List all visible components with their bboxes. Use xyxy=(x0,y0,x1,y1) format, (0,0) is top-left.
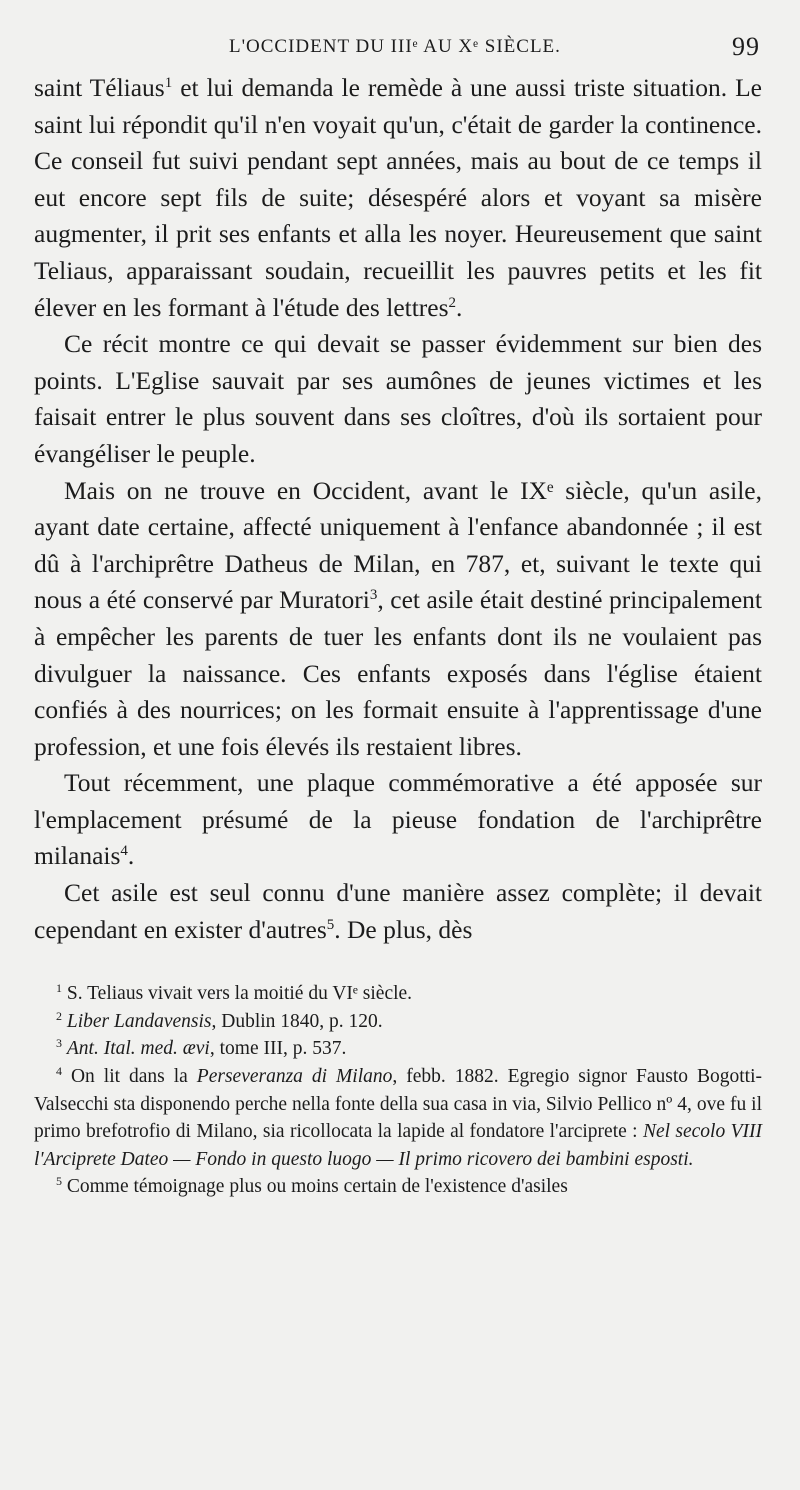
footnote-text: S. Teliaus vivait vers la moitié du VIᵉ siècle. xyxy=(62,983,413,1005)
footnote-4 xyxy=(34,1063,762,1173)
text-run: Cet asile est seul connu d'une manière assez complète; il devait cependant en exister d'autres xyxy=(34,878,762,944)
footnote-3 xyxy=(34,1035,762,1063)
footnote-number: 1 xyxy=(56,981,62,996)
footnote-ref-3[interactable]: 3 xyxy=(369,587,378,604)
text-run: , cet asile était destiné principalement à empêcher les parents de tuer les enfants dont ils ne voulaient pas divulguer la naissance. Ces enfants exposés dans l'église étaient confiés à des nourrices; on les formait ensuite à l'apprentissage d'une profession, et une fois élevés ils restaient libres. xyxy=(34,585,762,761)
text-run: et lui demanda le remède à une aussi triste situation. Le saint lui répondit qu'il n'en voyait qu'un, c'était de garder la continence. Ce conseil fut suivi pendant sept années, mais au bout de ce temps il eut encore sept fils de suite; désespéré alors et voyant sa misère augmenter, il prit ses enfants et alla les noyer. Heureusement que saint Teliaus, apparaissant soudain, recueillit les pauvres petits et les fit élever en les formant à l'étude des lettres xyxy=(34,73,762,322)
footnote-number: 4 xyxy=(56,1064,62,1079)
text-run: . De plus, dès xyxy=(334,914,473,944)
footnote-ref-2[interactable]: 2 xyxy=(448,294,457,311)
paragraph-5 xyxy=(34,875,762,948)
footnote-ref-5[interactable]: 5 xyxy=(326,916,335,933)
text-run: Mais on ne trouve en Occident, avant le IXᵉ siècle, qu'un asile, ayant date certaine, affecté uniquement à l'enfance abandonnée ; il est dû à l'archiprêtre Datheus de Milan, en 787, et, suivant le texte qui nous a été conservé par Muratori xyxy=(34,475,762,615)
text-run: saint Téliaus xyxy=(34,73,165,102)
footnote-italic: Ant. Ital. med. ævi xyxy=(66,1038,210,1060)
footnote-1 xyxy=(34,980,762,1008)
running-header xyxy=(34,30,762,70)
footnote-5 xyxy=(34,1173,762,1201)
paragraph-1 xyxy=(34,70,762,326)
footnote-number: 3 xyxy=(56,1036,62,1051)
paragraph-4 xyxy=(34,765,762,875)
main-text xyxy=(34,70,762,948)
footnote-ref-1[interactable]: 1 xyxy=(164,75,173,91)
footnotes xyxy=(34,980,762,1201)
text-run: . xyxy=(456,292,463,322)
footnote-text: , febb. 1882. Egregio signor Fausto Bogotti-Valsecchi sta disponendo perche nella fonte della sua casa in via, Silvio Pellico nº 4, ove fu il primo brefotrofio di Milano, sia ricollocata la lapide al fondatore l'arciprete : xyxy=(34,1066,763,1143)
footnote-text: , Dublin 1840, p. 120. xyxy=(211,1010,383,1032)
footnote-italic: Perseveranza di Milano xyxy=(196,1066,393,1088)
text-run: Tout récemment, une plaque commémorative a été apposée sur l'emplacement présumé de la pieuse fondation de l'archiprêtre milanais xyxy=(34,768,762,871)
footnote-italic: Nel secolo VIII l'Arciprete Dateo — Fondo in questo luogo — Il primo ricovero dei bambini esposti. xyxy=(34,1121,762,1170)
footnote-text: Comme témoignage plus ou moins certain de l'existence d'asiles xyxy=(62,1176,568,1198)
footnote-text: , tome III, p. 537. xyxy=(209,1038,347,1060)
footnote-ref-4[interactable]: 4 xyxy=(120,843,128,860)
text-run: . xyxy=(127,841,135,871)
footnote-text: On lit dans la xyxy=(62,1066,197,1088)
running-title: L'OCCIDENT DU IIIᵉ AU Xᵉ SIÈCLE. xyxy=(229,36,561,57)
paragraph-2: Ce récit montre ce qui devait se passer évidemment sur bien des points. L'Eglise sauvait par ses aumônes de jeunes victimes et les faisait entrer le plus souvent dans ses cloîtres, d'où ils sortaient pour évangéliser le peuple. xyxy=(34,329,762,468)
footnote-2 xyxy=(34,1008,762,1036)
book-page xyxy=(34,30,762,1201)
paragraph-3 xyxy=(34,473,762,766)
page-number: 99 xyxy=(732,32,760,61)
footnote-number: 5 xyxy=(56,1174,62,1189)
footnote-italic: Liber Landavensis xyxy=(66,1010,212,1032)
footnote-number: 2 xyxy=(56,1008,62,1023)
